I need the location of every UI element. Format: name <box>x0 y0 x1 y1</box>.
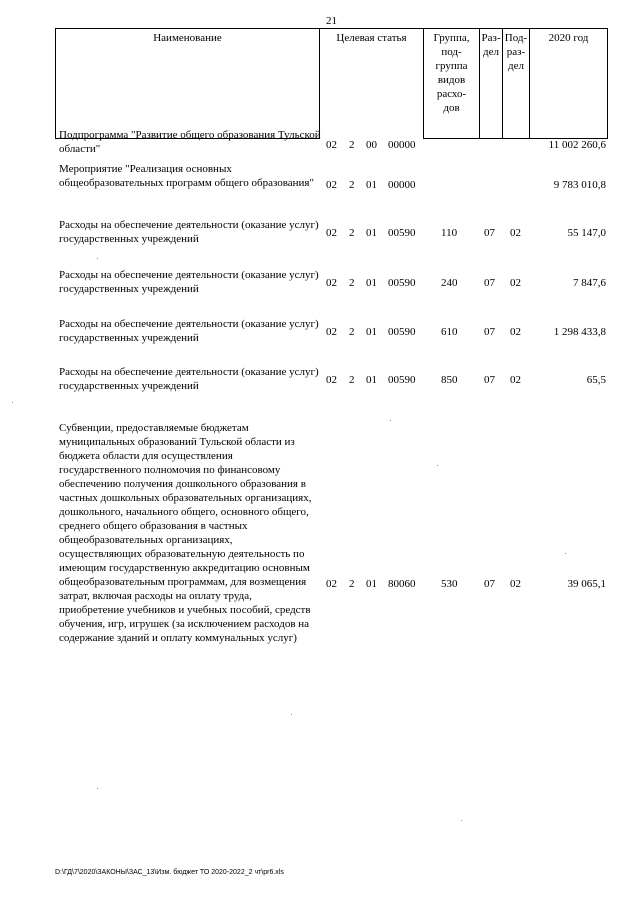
file-path-footer: D:\ГД\7\2020\ЗАКОНЫ\ЗАС_13\Изм. бюджет ТО 2020-2022_2 чт\pr6.xls <box>55 869 284 876</box>
row-group: 110 <box>441 227 458 239</box>
row-code-1: 02 <box>326 374 337 386</box>
row-code-4: 00590 <box>388 227 416 239</box>
row-code-1: 02 <box>326 578 337 590</box>
row-section: 07 <box>484 374 495 386</box>
row-code-3: 01 <box>366 227 377 239</box>
row-code-1: 02 <box>326 326 337 338</box>
row-code-4: 80060 <box>388 578 416 590</box>
row-name: Расходы на обеспечение деятельности (оказание услуг) государственных учреждений <box>59 366 319 392</box>
row-section: 07 <box>484 326 495 338</box>
row-code-2: 2 <box>349 227 355 239</box>
row-subsection: 02 <box>510 578 521 590</box>
row-amount: 55 147,0 <box>567 227 606 239</box>
scan-speck <box>97 788 98 789</box>
header-group-line: расхо- <box>436 88 467 100</box>
row-code-3: 01 <box>366 179 377 191</box>
scan-speck <box>437 465 438 466</box>
row-name: Мероприятие "Реализация основных общеобразовательных программ общего образования" <box>59 163 314 189</box>
header-name: Наименование <box>56 29 320 139</box>
scan-speck <box>461 820 462 821</box>
header-subsection-line: дел <box>508 60 524 72</box>
row-code-3: 01 <box>366 578 377 590</box>
header-group-line: группа <box>435 60 468 72</box>
row-code-2: 2 <box>349 374 355 386</box>
row-code-1: 02 <box>326 139 337 151</box>
scan-speck <box>565 553 566 554</box>
row-amount: 11 002 260,6 <box>548 139 606 151</box>
row-code-3: 01 <box>366 277 377 289</box>
scan-speck <box>291 714 292 715</box>
row-code-1: 02 <box>326 179 337 191</box>
header-year: 2020 год <box>530 29 608 139</box>
row-code-4: 00000 <box>388 139 416 151</box>
header-section-line: Раз- <box>481 32 501 44</box>
row-amount: 1 298 433,8 <box>553 326 606 338</box>
row-code-2: 2 <box>349 578 355 590</box>
row-code-4: 00590 <box>388 277 416 289</box>
scan-speck <box>390 420 391 421</box>
row-group: 530 <box>441 578 458 590</box>
row-code-2: 2 <box>349 179 355 191</box>
row-code-2: 2 <box>349 139 355 151</box>
row-section: 07 <box>484 227 495 239</box>
row-amount: 39 065,1 <box>567 578 606 590</box>
row-code-4: 00590 <box>388 326 416 338</box>
row-group: 240 <box>441 277 458 289</box>
page-number: 21 <box>326 15 337 27</box>
header-section <box>480 29 503 139</box>
row-name: Расходы на обеспечение деятельности (оказание услуг) государственных учреждений <box>59 318 319 344</box>
row-name: Расходы на обеспечение деятельности (оказание услуг) государственных учреждений <box>59 269 319 295</box>
row-code-2: 2 <box>349 326 355 338</box>
header-group <box>424 29 480 139</box>
header-group-line: видов <box>437 74 466 86</box>
row-code-4: 00590 <box>388 374 416 386</box>
row-subsection: 02 <box>510 277 521 289</box>
header-group-line: дов <box>443 102 460 114</box>
row-section: 07 <box>484 578 495 590</box>
header-subsection <box>503 29 530 139</box>
header-target-article: Целевая статья <box>320 29 424 139</box>
row-code-2: 2 <box>349 277 355 289</box>
row-code-3: 00 <box>366 139 377 151</box>
row-code-3: 01 <box>366 374 377 386</box>
row-amount: 9 783 010,8 <box>553 179 606 191</box>
header-subsection-line: раз- <box>506 46 526 58</box>
header-group-line: Группа, <box>433 32 470 44</box>
row-amount: 65,5 <box>586 374 606 386</box>
row-name: Субвенции, предоставляемые бюджетам муниципальных образований Тульской области из бюджета области для осуществления государственного полномочия по финансовому обеспечению получения дошкольного образования в частных дошкольных образовательных организациях, дошкольного, начального общего, основного общего, среднего общего образования в частных общеобразовательных организациях, осуществляющих образовательную деятельность по имеющим государственную аккредитацию основным общеобразовательным программам, для возмещения затрат, включая расходы на оплату труда, приобретение учебников и учебных пособий, средств обучения, игр, игрушек (за исключением расходов на содержание зданий и оплату коммунальных услуг) <box>59 422 312 644</box>
row-name: Расходы на обеспечение деятельности (оказание услуг) государственных учреждений <box>59 219 319 245</box>
row-group: 850 <box>441 374 458 386</box>
header-group-line: под- <box>441 46 462 58</box>
row-subsection: 02 <box>510 374 521 386</box>
row-code-3: 01 <box>366 326 377 338</box>
row-code-4: 00000 <box>388 179 416 191</box>
header-subsection-line: Под- <box>504 32 528 44</box>
row-code-1: 02 <box>326 277 337 289</box>
row-subsection: 02 <box>510 227 521 239</box>
header-section-line: дел <box>483 46 499 58</box>
row-subsection: 02 <box>510 326 521 338</box>
scan-speck <box>12 402 13 403</box>
table-header <box>55 28 608 139</box>
row-amount: 7 847,6 <box>573 277 606 289</box>
scan-speck <box>97 258 98 259</box>
row-code-1: 02 <box>326 227 337 239</box>
row-section: 07 <box>484 277 495 289</box>
row-group: 610 <box>441 326 458 338</box>
row-name: Подпрограмма "Развитие общего образования Тульской области" <box>59 129 321 155</box>
